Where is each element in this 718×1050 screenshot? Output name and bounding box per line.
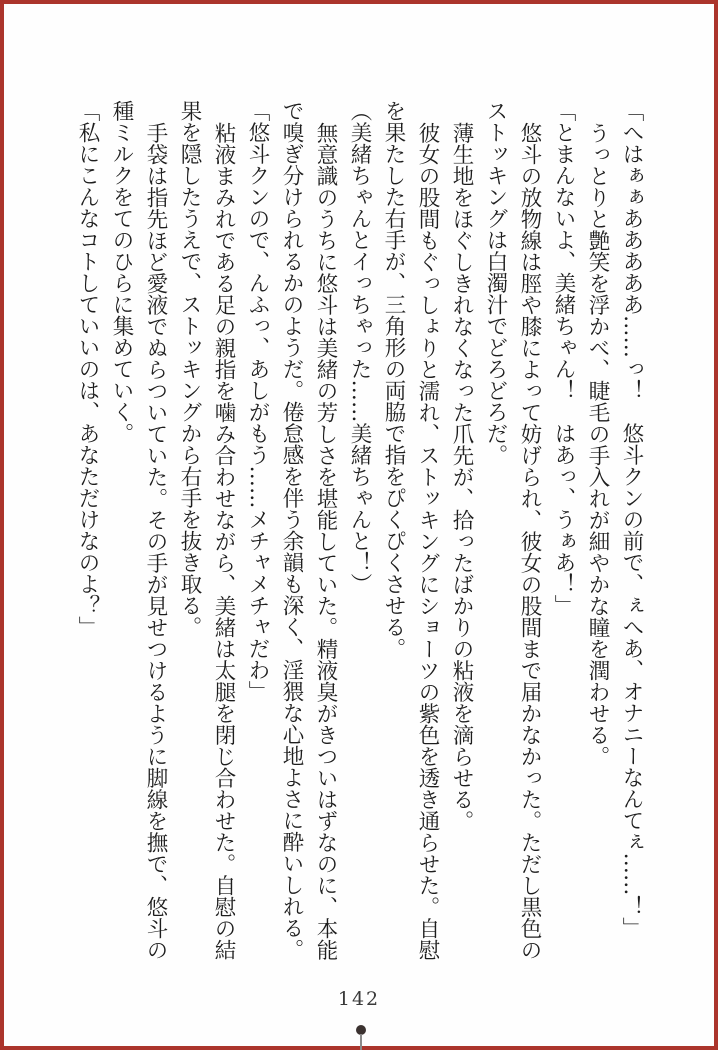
- text-columns: [70, 100, 648, 968]
- paragraph: 悠斗の放物線は脛や膝によって妨げられ、彼女の股間まで届かなかった。ただし黒色のストッキングは白濁汁でどろどろだ。: [483, 100, 542, 960]
- paragraph: （美緒ちゃんとイっちゃった……美緒ちゃんと！）: [347, 100, 372, 595]
- paragraph: 粘液まみれである足の親指を噛み合わせながら、美緒は太腿を閉じ合わせた。自慰の結果を隠したうえで、ストッキングから右手を抜き取る。: [177, 100, 236, 960]
- paragraph: 手袋は指先ほど愛液でぬらついていた。その手が見せつけるように脚線を撫で、悠斗の種ミルクをてのひらに集めていく。: [109, 100, 168, 960]
- paragraph: 「悠斗クンので、んふっ、あしがもう……メチャメチャだわ」: [245, 100, 270, 702]
- paragraph: 「とまんないよ、美緒ちゃん！ はあっ、うぁあ！」: [551, 100, 576, 616]
- page-ornament-stem: [360, 1034, 362, 1050]
- paragraph: うっとりと艶笑を浮かべ、睫毛の手入れが細やかな瞳を潤わせる。: [585, 121, 610, 767]
- page-number: 142: [337, 988, 381, 1010]
- paragraph: 「へはぁぁあああああ……っ！ 悠斗クンの前で、ぇへあ、オナニーなんてぇ……！」: [619, 100, 644, 939]
- paragraph: 無意識のうちに悠斗は美緒の芳しさを堪能していた。精液臭がきついはずなのに、本能で嗅ぎ分けられるかのようだ。倦怠感を伴う余韻も深く、淫猥な心地よさに酔いしれる。: [279, 100, 338, 960]
- paragraph: 彼女の股間もぐっしょりと濡れ、ストッキングにショーツの紫色を透き通らせた。自慰を果たした右手が、三角形の両脇で指をぴくぴくさせる。: [381, 100, 440, 960]
- paragraph: 「私にこんなコトしていいのは、あなただけなのよ？」: [75, 100, 100, 638]
- paragraph: 薄生地をほぐしきれなくなった爪先が、拾ったばかりの粘液を滴らせる。: [449, 121, 474, 831]
